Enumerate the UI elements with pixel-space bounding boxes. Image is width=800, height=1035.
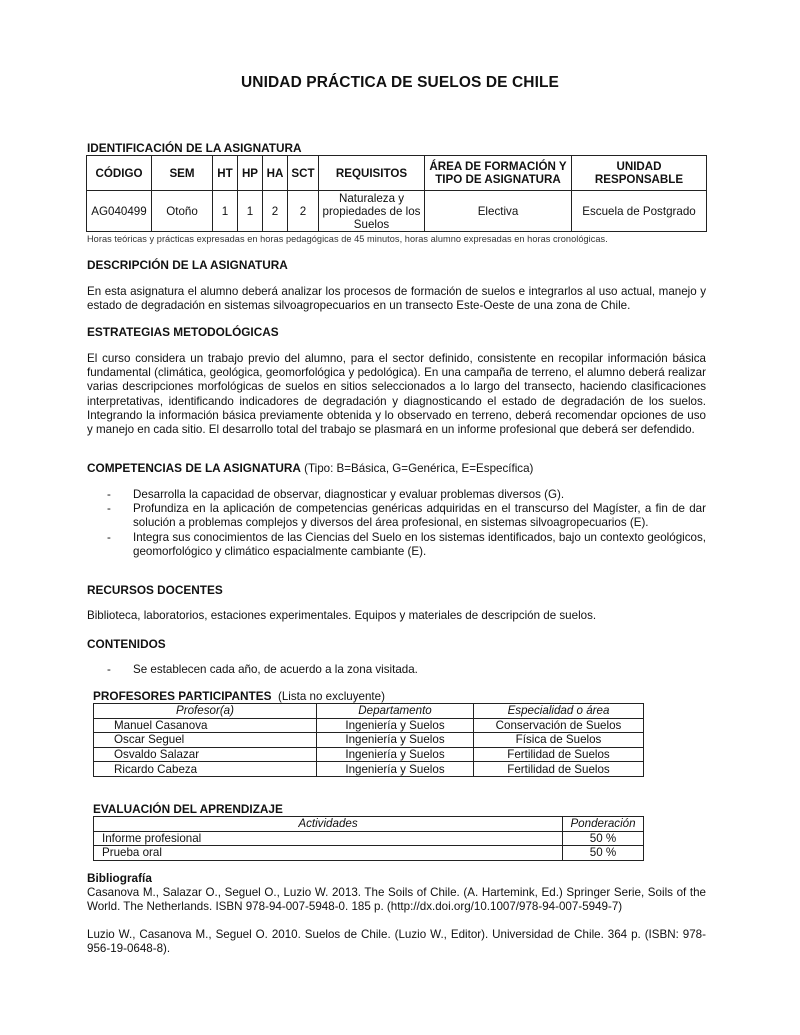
competencia-text: Profundiza en la aplicación de competencias genéricas adquiridas en el transcurso del Magíster, a fin de dar solución a problemas complejos y diversos del área profesional, en sistemas silvoagropecuarios (E).: [133, 502, 706, 530]
bibliografia-heading: Bibliografía: [87, 871, 152, 885]
list-item: [87, 502, 706, 530]
cell-requisitos: Naturaleza y propiedades de los Suelos: [319, 191, 425, 232]
estrategias-heading: ESTRATEGIAS METODOLÓGICAS: [87, 325, 279, 339]
recursos-heading: RECURSOS DOCENTES: [87, 583, 223, 597]
cell-departamento: Ingeniería y Suelos: [317, 733, 474, 748]
header-especialidad: Especialidad o área: [474, 704, 644, 719]
table-row: [94, 762, 644, 777]
cell-sct: 2: [288, 191, 319, 232]
identificacion-header-row: [87, 156, 707, 191]
header-ponderacion: Ponderación: [563, 817, 644, 832]
profesores-header-row: [94, 704, 644, 719]
cell-departamento: Ingeniería y Suelos: [317, 718, 474, 733]
identificacion-table: [86, 155, 707, 232]
evaluacion-table: [93, 816, 644, 861]
cell-ht: 1: [213, 191, 238, 232]
cell-profesor: Osvaldo Salazar: [94, 747, 317, 762]
cell-ponderacion: 50 %: [563, 846, 644, 861]
profesores-heading-line: [93, 689, 385, 703]
bullet-dash: -: [107, 530, 111, 544]
header-departamento: Departamento: [317, 704, 474, 719]
cell-profesor: Manuel Casanova: [94, 718, 317, 733]
header-area-formacion: ÁREA DE FORMACIÓN Y TIPO DE ASIGNATURA: [425, 156, 572, 191]
document-title: UNIDAD PRÁCTICA DE SUELOS DE CHILE: [240, 74, 559, 91]
competencia-text: Desarrolla la capacidad de observar, diagnosticar y evaluar problemas diversos (G).: [133, 488, 565, 501]
header-sem: SEM: [152, 156, 213, 191]
hours-note: Horas teóricas y prácticas expresadas en horas pedagógicas de 45 minutos, horas alumno expresadas en horas cronológicas.: [87, 234, 608, 244]
cell-ha: 2: [263, 191, 288, 232]
profesores-subheading: (Lista no excluyente): [277, 690, 385, 703]
evaluacion-header-row: [94, 817, 644, 832]
competencias-subheading: (Tipo: B=Básica, G=Genérica, E=Específica): [300, 462, 534, 475]
descripcion-heading: DESCRIPCIÓN DE LA ASIGNATURA: [87, 258, 288, 272]
list-item: [87, 488, 706, 502]
list-item: [87, 531, 706, 559]
competencias-heading-line: [87, 461, 533, 475]
list-item: [87, 663, 706, 677]
competencias-heading: COMPETENCIAS DE LA ASIGNATURA: [87, 461, 301, 475]
table-row: [94, 733, 644, 748]
table-row: [94, 718, 644, 733]
header-ha: HA: [263, 156, 288, 191]
competencias-list: [87, 488, 706, 559]
cell-actividad: Prueba oral: [94, 846, 563, 861]
profesores-heading: PROFESORES PARTICIPANTES: [93, 689, 272, 703]
header-ht: HT: [213, 156, 238, 191]
identificacion-data-row: [87, 191, 707, 232]
bullet-dash: -: [107, 502, 111, 516]
header-unidad-responsable: UNIDAD RESPONSABLE: [572, 156, 707, 191]
header-requisitos: REQUISITOS: [319, 156, 425, 191]
cell-unidad-responsable: Escuela de Postgrado: [572, 191, 707, 232]
header-hp: HP: [238, 156, 263, 191]
cell-departamento: Ingeniería y Suelos: [317, 762, 474, 777]
cell-sem: Otoño: [152, 191, 213, 232]
bullet-dash: -: [107, 488, 111, 501]
cell-departamento: Ingeniería y Suelos: [317, 747, 474, 762]
identificacion-heading: IDENTIFICACIÓN DE LA ASIGNATURA: [87, 141, 302, 155]
header-profesor: Profesor(a): [94, 704, 317, 719]
table-row: [94, 747, 644, 762]
cell-profesor: Oscar Seguel: [94, 733, 317, 748]
cell-actividad: Informe profesional: [94, 831, 563, 846]
cell-especialidad: Física de Suelos: [474, 733, 644, 748]
bibliografia-ref-2: Luzio W., Casanova M., Seguel O. 2010. Suelos de Chile. (Luzio W., Editor). Universidad de Chile. 364 p. (ISBN: 978-956-19-0648-8).: [87, 928, 706, 956]
contenido-text: Se establecen cada año, de acuerdo a la zona visitada.: [133, 663, 418, 676]
competencia-text: Integra sus conocimientos de las Ciencias del Suelo en los sistemas identificados, bajo un contexto geológicos, geomorfológico y climático espacialmente cambiante (E).: [133, 530, 706, 558]
cell-hp: 1: [238, 191, 263, 232]
table-row: [94, 846, 644, 861]
profesores-table: [93, 703, 644, 777]
contenidos-list: [87, 663, 706, 677]
cell-codigo: AG040499: [87, 191, 152, 232]
contenidos-heading: CONTENIDOS: [87, 637, 166, 651]
header-sct: SCT: [288, 156, 319, 191]
cell-especialidad: Fertilidad de Suelos: [474, 747, 644, 762]
header-codigo: CÓDIGO: [87, 156, 152, 191]
recursos-text: Biblioteca, laboratorios, estaciones experimentales. Equipos y materiales de descripción de suelos.: [87, 609, 597, 622]
descripcion-text: En esta asignatura el alumno deberá analizar los procesos de formación de suelos e integrarlos al uso actual, manejo y estado de degradación en sistemas silvoagropecuarios en un transecto Este-Oeste de una zona de Chile.: [87, 285, 706, 313]
cell-area-formacion: Electiva: [425, 191, 572, 232]
header-actividades: Actividades: [94, 817, 563, 832]
cell-especialidad: Fertilidad de Suelos: [474, 762, 644, 777]
cell-profesor: Ricardo Cabeza: [94, 762, 317, 777]
estrategias-text: El curso considera un trabajo previo del alumno, para el sector definido, consistente en recopilar información básica fundamental (climática, geológica, geomorfológica y pedológica). En una campaña de terreno, el alumno deberá realizar varias descripciones morfológicas de suelos en sitios seleccionados a lo largo del transecto, haciendo clasificaciones interpretativas, identificando indicadores de degradación y diagnosticando el estado de degradación de los suelos. Integrando la información básica previamente obtenida y lo observado en terreno, deberá recomendar opciones de uso y manejo en cada sitio. El desarrollo total del trabajo se plasmará en un informe profesional que deberá ser defendido.: [87, 352, 706, 437]
bullet-dash: -: [107, 663, 111, 676]
evaluacion-heading: EVALUACIÓN DEL APRENDIZAJE: [93, 802, 283, 816]
table-row: [94, 831, 644, 846]
bibliografia-ref-1: Casanova M., Salazar O., Seguel O., Luzio W. 2013. The Soils of Chile. (A. Hartemink, Ed.) Springer Serie, Soils of the World. The Netherlands. ISBN 978-94-007-5948-0. 185 p. (http://dx.doi.org/10.1007/978-94-007-5949-7): [87, 886, 706, 914]
cell-ponderacion: 50 %: [563, 831, 644, 846]
cell-especialidad: Conservación de Suelos: [474, 718, 644, 733]
